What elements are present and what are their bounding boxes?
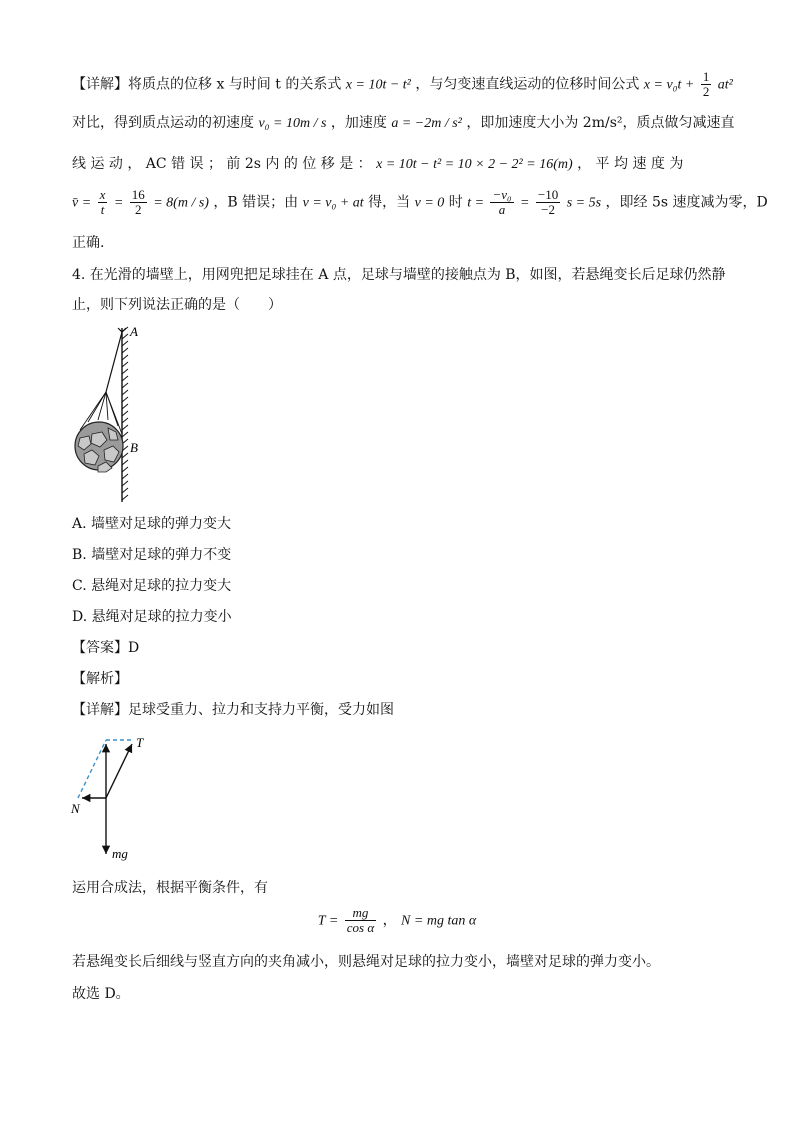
equation: = [520,195,530,211]
equation: x = 10t − t² [345,77,411,93]
separator: ， [382,912,397,929]
dashed-edge-left [78,740,106,798]
t-label: T [136,735,144,750]
tension-arrow [106,744,132,798]
equation: v̄ = [72,195,92,211]
text: 正确. [72,235,105,251]
text: 【详解】将质点的位移 x 与时间 t 的关系式 [72,76,342,93]
answer-line: 【答案】D [72,640,140,656]
solution-line-5 [72,233,104,253]
equation: v = v₀ + at [302,195,364,211]
equation: = [113,195,124,211]
text: ，即加速度大小为 2m/s²，质点做匀减速直 [466,115,735,131]
text: 得，当 [368,194,411,211]
question-line-2: 止，则下列说法正确的是（ ） [72,297,282,313]
option-c: C. 悬绳对足球的拉力变大 [72,578,232,594]
equation: x = 10t − t² = 10 × 2 − 2² = 16(m) [376,157,573,172]
fraction: $\frac{x}{t}$ [99,187,106,217]
fraction: $\frac{\text{−v₀}}{a}$ [492,187,512,217]
conclusion-line: 若悬绳变长后细线与竖直方向的夹角减小，则悬绳对足球的拉力变小，墙壁对足球的弹力变小。 [72,954,660,970]
fraction: $\frac{-10}{-2}$ [537,187,559,217]
solution-line-2 [72,113,735,134]
equation: at² [717,77,733,93]
equation: a = −2m / s² [391,116,462,131]
text: ，与匀变速直线运动的位移时间公式 [415,76,640,93]
option-d: D. 悬绳对足球的拉力变小 [72,609,232,625]
equation: v = 0 [414,195,445,211]
final-line: 故选 D。 [72,986,130,1002]
n-label: N [71,801,80,816]
equation: T = [317,913,339,929]
fraction: $\frac{mg}{\text{cos α}}$ [346,905,375,935]
text: 对比，得到质点运动的初速度 [72,115,254,131]
option-b: B. 墙壁对足球的弹力不变 [72,547,232,563]
method-line: 运用合成法，根据平衡条件，有 [72,880,268,896]
formula-line [0,906,794,935]
mg-label: mg [112,846,128,861]
equation: x = v₀t + [643,77,695,93]
text: 时 [448,194,463,211]
solution-line-3 [72,154,683,175]
fraction: $\frac{1}{2}$ [702,69,710,99]
text: 线 运 动 ， AC 错 误 ； 前 2s 内 的 位 移 是 ： [72,156,372,172]
equation: v₀ = 10m / s [258,116,327,131]
equation: s = 5s [566,195,602,211]
football-wall-figure [70,322,160,506]
option-a: A. 墙壁对足球的弹力变大 [72,516,232,532]
point-b-label: B [130,440,138,455]
fraction: $\frac{16}{2}$ [131,187,145,217]
text: ，即经 5s 速度减为零，D [605,194,768,211]
solution-line-1 [72,70,733,99]
text: ，B 错误；由 [213,194,299,211]
rope-line [106,332,122,392]
wall-hatch [122,327,128,500]
text: ， 平 均 速 度 为 [577,156,684,172]
equation: N = mg tan α [401,913,477,929]
equation: = 8(m / s) [153,195,209,211]
equation: t = [467,195,485,211]
point-a-label: A [130,324,138,339]
solution-line-4 [72,188,768,217]
analysis-heading: 【解析】 [72,671,128,687]
text: ，加速度 [330,115,387,131]
detail-line: 【详解】足球受重力、拉力和支持力平衡，受力如图 [72,702,394,718]
question-line-1: 4. 在光滑的墙壁上，用网兜把足球挂在 A 点，足球与墙壁的接触点为 B，如图，若悬绳变长后足球仍然静 [72,267,726,283]
force-diagram [68,730,168,866]
